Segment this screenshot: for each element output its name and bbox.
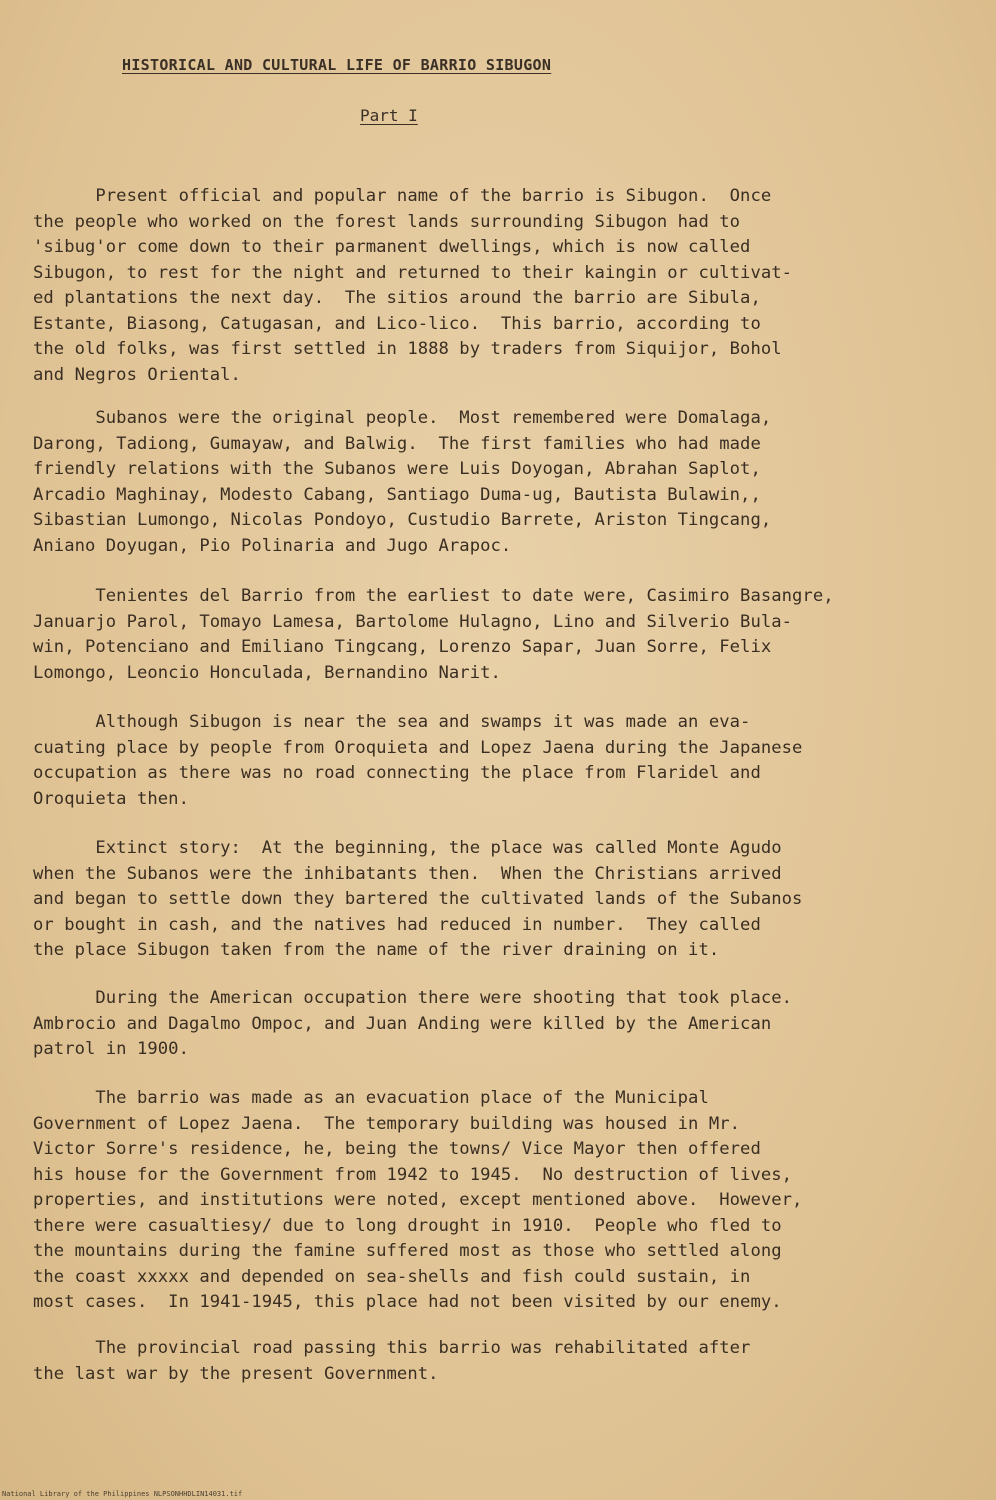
paragraph-american-occupation: During the American occupation there were shooting that took place. Ambrocio and Dagalmo Ompoc, and Juan Anding were killed by the American patrol in 1900. [33,988,793,1059]
archive-footer: National Library of the Philippines NLPSONHHDLIN14031.tif [2,1490,243,1498]
paragraph-extinct-story: Extinct story: At the beginning, the place was called Monte Agudo when the Subanos were the inhibatants then. When the Christians arrived and began to settle down they bartered the cultivated lands of the Subanos or bought in cash, and the natives had reduced in number. They called the place Sibugon taken from the name of the river draining on it. [33,838,803,960]
paragraph-original-people: Subanos were the original people. Most remembered were Domalaga, Darong, Tadiong, Gumayaw, and Balwig. The first families who had made friendly relations with the Subanos were Luis Doyogan, Abrahan Saplot, Arcadio Maghinay, Modesto Cabang, Santiago Duma-ug, Bautista Bulawin,, Sibastian Lumongo, Nicolas Pondoyo, Custudio Barrete, Ariston Tingcang, Aniano Doyugan, Pio Polinaria and Jugo Arapoc. [33,408,772,556]
document-title: HISTORICAL AND CULTURAL LIFE OF BARRIO SIBUGON [122,56,552,74]
paragraph-name-origin: Present official and popular name of the barrio is Sibugon. Once the people who worked on the forest lands surrounding Sibugon had to 'sibug'or come down to their parmanent dwellings, which is now called Sibugon, to rest for the night and returned to their kaingin or cultivat- ed plantations the next day. The sitios around the barrio are Sibula, Estante, Biasong, Catugasan, and Lico-lico. This barrio, according to the old folks, was first settled in 1888 by traders from Siquijor, Bohol and Negros Oriental. [33,186,793,385]
paragraph-evacuation: Although Sibugon is near the sea and swamps it was made an eva- cuating place by people from Oroquieta and Lopez Jaena during the Japanese occupation as there was no road connecting the place from Flaridel and Oroquieta then. [33,712,803,809]
part-heading: Part I [360,106,418,125]
paragraph-tenientes: Tenientes del Barrio from the earliest to date were, Casimiro Basangre, Januarjo Parol, Tomayo Lamesa, Bartolome Hulagno, Lino and Silverio Bula- win, Potenciano and Emiliano Tingcang, Lorenzo Sapar, Juan Sorre, Felix Lomongo, Leoncio Honculada, Bernandino Narit. [33,586,834,683]
paragraph-municipal-government: The barrio was made as an evacuation place of the Municipal Government of Lopez Jaena. The temporary building was housed in Mr. Victor Sorre's residence, he, being the towns/ Vice Mayor then offered his house for the Government from 1942 to 1945. No destruction of lives, properties, and institutions were noted, except mentioned above. However, there were casualtiesy/ due to long drought in 1910. People who fled to the mountains during the famine suffered most as those who settled along the coast xxxxx and depended on sea-shells and fish could sustain, in most cases. In 1941-1945, this place had not been visited by our enemy. [33,1088,803,1312]
paragraph-provincial-road: The provincial road passing this barrio was rehabilitated after the last war by the present Government. [33,1338,751,1384]
